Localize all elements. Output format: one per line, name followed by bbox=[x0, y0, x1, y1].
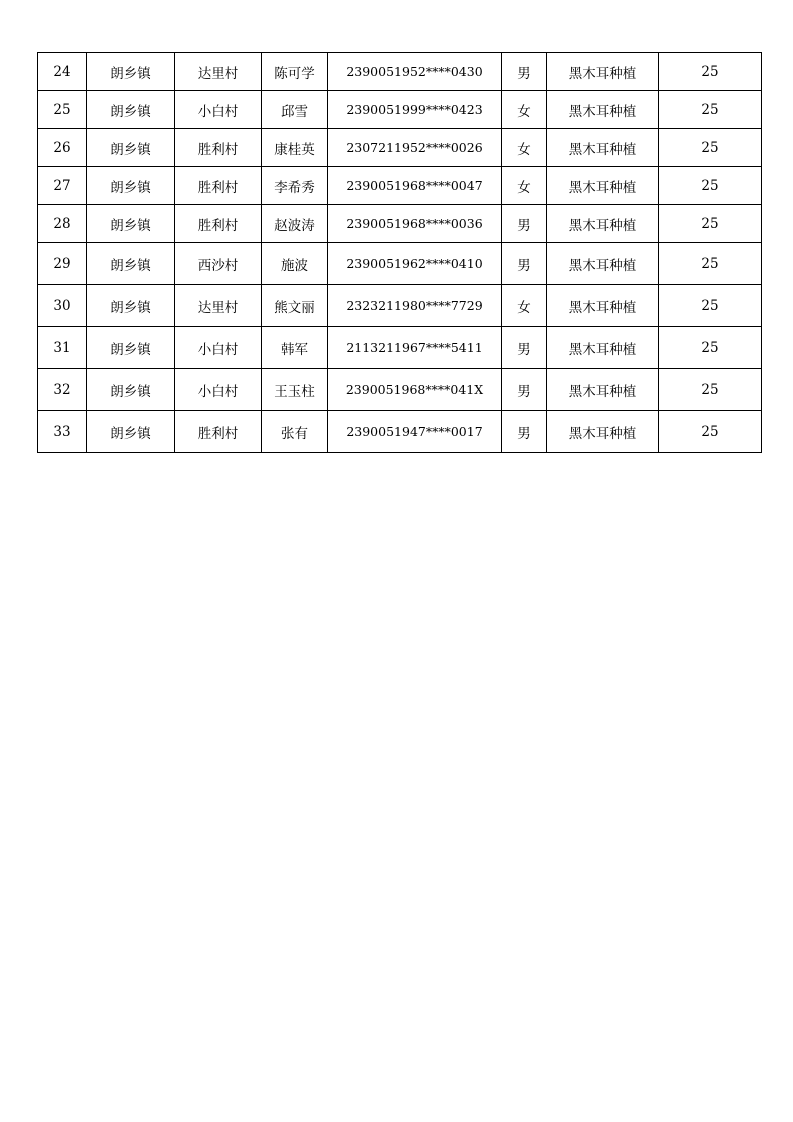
id-number-cell: 2390051968****0047 bbox=[328, 167, 502, 205]
id-number-cell: 2390051999****0423 bbox=[328, 91, 502, 129]
village-cell: 达里村 bbox=[175, 285, 262, 327]
row-number-cell: 33 bbox=[38, 411, 87, 453]
id-number-cell: 2390051968****041X bbox=[328, 369, 502, 411]
row-number-cell: 27 bbox=[38, 167, 87, 205]
table-row bbox=[38, 91, 762, 129]
id-number-cell: 2390051952****0430 bbox=[328, 53, 502, 91]
village-cell: 胜利村 bbox=[175, 129, 262, 167]
amount-cell: 25 bbox=[659, 243, 762, 285]
gender-cell: 女 bbox=[502, 167, 547, 205]
town-cell: 朗乡镇 bbox=[87, 327, 175, 369]
row-number-cell: 24 bbox=[38, 53, 87, 91]
village-cell: 小白村 bbox=[175, 91, 262, 129]
name-cell: 韩军 bbox=[262, 327, 328, 369]
name-cell: 熊文丽 bbox=[262, 285, 328, 327]
town-cell: 朗乡镇 bbox=[87, 369, 175, 411]
gender-cell: 女 bbox=[502, 91, 547, 129]
town-cell: 朗乡镇 bbox=[87, 243, 175, 285]
gender-cell: 男 bbox=[502, 411, 547, 453]
project-cell: 黑木耳种植 bbox=[547, 167, 659, 205]
project-cell: 黑木耳种植 bbox=[547, 53, 659, 91]
name-cell: 王玉柱 bbox=[262, 369, 328, 411]
row-number-cell: 31 bbox=[38, 327, 87, 369]
gender-cell: 男 bbox=[502, 243, 547, 285]
amount-cell: 25 bbox=[659, 91, 762, 129]
table-row bbox=[38, 129, 762, 167]
gender-cell: 女 bbox=[502, 129, 547, 167]
table-row bbox=[38, 243, 762, 285]
gender-cell: 男 bbox=[502, 53, 547, 91]
project-cell: 黑木耳种植 bbox=[547, 285, 659, 327]
village-cell: 达里村 bbox=[175, 53, 262, 91]
project-cell: 黑木耳种植 bbox=[547, 411, 659, 453]
name-cell: 赵波涛 bbox=[262, 205, 328, 243]
name-cell: 施波 bbox=[262, 243, 328, 285]
town-cell: 朗乡镇 bbox=[87, 285, 175, 327]
id-number-cell: 2307211952****0026 bbox=[328, 129, 502, 167]
village-cell: 胜利村 bbox=[175, 205, 262, 243]
row-number-cell: 26 bbox=[38, 129, 87, 167]
village-cell: 小白村 bbox=[175, 369, 262, 411]
town-cell: 朗乡镇 bbox=[87, 129, 175, 167]
town-cell: 朗乡镇 bbox=[87, 53, 175, 91]
name-cell: 邱雪 bbox=[262, 91, 328, 129]
project-cell: 黑木耳种植 bbox=[547, 369, 659, 411]
row-number-cell: 32 bbox=[38, 369, 87, 411]
beneficiary-table bbox=[37, 52, 762, 453]
amount-cell: 25 bbox=[659, 285, 762, 327]
amount-cell: 25 bbox=[659, 53, 762, 91]
amount-cell: 25 bbox=[659, 167, 762, 205]
row-number-cell: 29 bbox=[38, 243, 87, 285]
id-number-cell: 2323211980****7729 bbox=[328, 285, 502, 327]
amount-cell: 25 bbox=[659, 205, 762, 243]
id-number-cell: 2390051962****0410 bbox=[328, 243, 502, 285]
table-row bbox=[38, 327, 762, 369]
village-cell: 西沙村 bbox=[175, 243, 262, 285]
project-cell: 黑木耳种植 bbox=[547, 91, 659, 129]
amount-cell: 25 bbox=[659, 411, 762, 453]
project-cell: 黑木耳种植 bbox=[547, 243, 659, 285]
gender-cell: 男 bbox=[502, 205, 547, 243]
table-row bbox=[38, 205, 762, 243]
amount-cell: 25 bbox=[659, 129, 762, 167]
name-cell: 李希秀 bbox=[262, 167, 328, 205]
table-body bbox=[38, 53, 762, 453]
table-row bbox=[38, 53, 762, 91]
gender-cell: 男 bbox=[502, 327, 547, 369]
roster-sheet bbox=[37, 52, 761, 453]
village-cell: 胜利村 bbox=[175, 167, 262, 205]
name-cell: 康桂英 bbox=[262, 129, 328, 167]
row-number-cell: 30 bbox=[38, 285, 87, 327]
id-number-cell: 2390051968****0036 bbox=[328, 205, 502, 243]
gender-cell: 男 bbox=[502, 369, 547, 411]
town-cell: 朗乡镇 bbox=[87, 205, 175, 243]
town-cell: 朗乡镇 bbox=[87, 91, 175, 129]
village-cell: 小白村 bbox=[175, 327, 262, 369]
id-number-cell: 2390051947****0017 bbox=[328, 411, 502, 453]
row-number-cell: 25 bbox=[38, 91, 87, 129]
table-row bbox=[38, 167, 762, 205]
gender-cell: 女 bbox=[502, 285, 547, 327]
name-cell: 张有 bbox=[262, 411, 328, 453]
project-cell: 黑木耳种植 bbox=[547, 205, 659, 243]
amount-cell: 25 bbox=[659, 369, 762, 411]
id-number-cell: 2113211967****5411 bbox=[328, 327, 502, 369]
name-cell: 陈可学 bbox=[262, 53, 328, 91]
amount-cell: 25 bbox=[659, 327, 762, 369]
town-cell: 朗乡镇 bbox=[87, 411, 175, 453]
project-cell: 黑木耳种植 bbox=[547, 327, 659, 369]
village-cell: 胜利村 bbox=[175, 411, 262, 453]
table-row bbox=[38, 411, 762, 453]
table-row bbox=[38, 285, 762, 327]
row-number-cell: 28 bbox=[38, 205, 87, 243]
table-row bbox=[38, 369, 762, 411]
town-cell: 朗乡镇 bbox=[87, 167, 175, 205]
project-cell: 黑木耳种植 bbox=[547, 129, 659, 167]
